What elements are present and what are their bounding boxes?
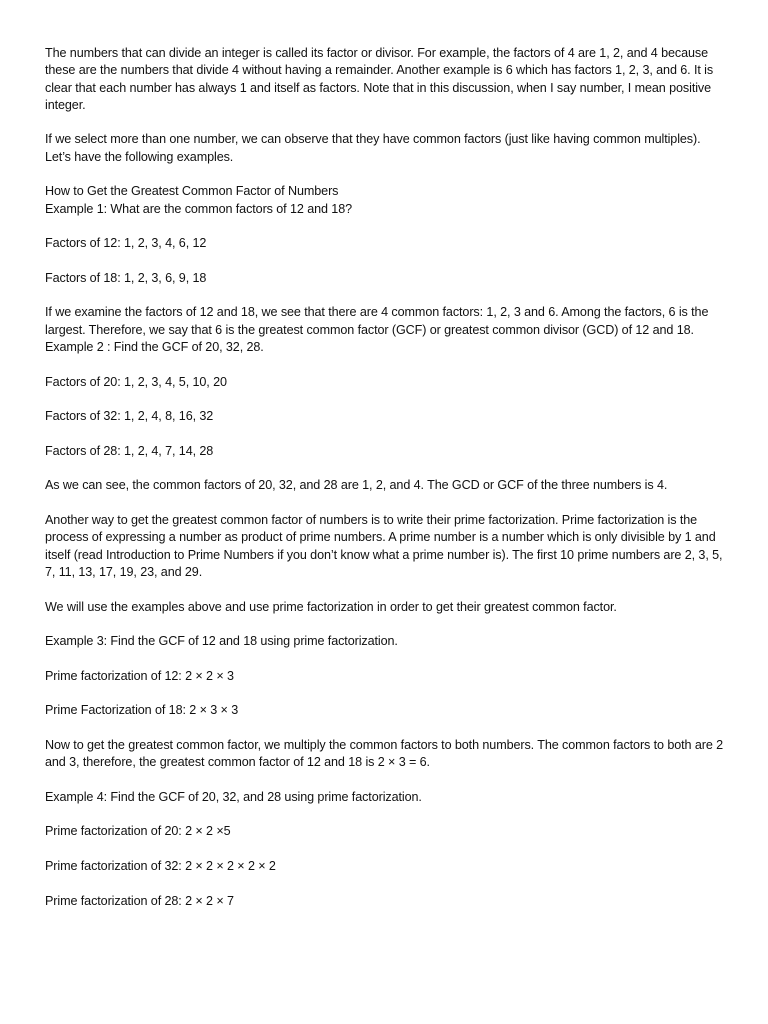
prime-factorization-of-28: Prime factorization of 28: 2 × 2 × 7 xyxy=(45,893,234,908)
example-1-explanation: If we examine the factors of 12 and 18, we see that there are 4 common factors: 1, 2, 3 and 6. Among the factors, 6 is the largest. Therefore, we say that 6 is the greatest common factor (GCF) or greatest common divisor (GCD) of 12 and 18. xyxy=(45,305,709,337)
factors-of-32: Factors of 32: 1, 2, 4, 8, 16, 32 xyxy=(45,409,214,424)
prime-factorization-paragraph: Another way to get the greatest common factor of numbers is to write their prime factorization. Prime factorization is the process of expressing a number as product of prime numbers. A prime number is a number which is only divisible by 1 and itself (read Introduction to Prime Numbers if you don’t know what a prime number is). The first 10 prime numbers are 2, 3, 5, 7, 11, 13, 17, 19, 23, and 29. xyxy=(45,513,723,579)
section-heading: How to Get the Greatest Common Factor of Numbers xyxy=(45,184,339,199)
prime-factorization-of-32: Prime factorization of 32: 2 × 2 × 2 × 2 × 2 xyxy=(45,858,276,873)
example-3-explanation: Now to get the greatest common factor, we multiply the common factors to both numbers. The common factors to both are 2 and 3, therefore, the greatest common factor of 12 and 18 is 2 × 3 = 6. xyxy=(45,737,724,770)
prime-factorization-of-18: Prime Factorization of 18: 2 × 3 × 3 xyxy=(45,703,239,718)
prime-factorization-of-20: Prime factorization of 20: 2 × 2 ×5 xyxy=(45,824,231,839)
document-page xyxy=(45,45,725,927)
example-2-heading: Example 2 : Find the GCF of 20, 32, 28. xyxy=(45,340,264,355)
example-4-heading: Example 4: Find the GCF of 20, 32, and 28 using prime factorization. xyxy=(45,789,422,804)
intro-paragraph: The numbers that can divide an integer is called its factor or divisor. For example, the factors of 4 are 1, 2, and 4 because these are the numbers that divide 4 without having a remainder. Another example is 6 which has factors 1, 2, 3, and 6. It is clear that each number has always 1 and itself as factors. Note that in this discussion, when I say number, I mean positive integer. xyxy=(45,46,714,112)
example-1-heading: Example 1: What are the common factors of 12 and 18? xyxy=(45,201,353,216)
factors-of-20: Factors of 20: 1, 2, 3, 4, 5, 10, 20 xyxy=(45,374,227,389)
factors-of-28: Factors of 28: 1, 2, 4, 7, 14, 28 xyxy=(45,443,214,458)
example-2-explanation: As we can see, the common factors of 20, 32, and 28 are 1, 2, and 4. The GCD or GCF of the three numbers is 4. xyxy=(45,478,668,493)
example-3-heading: Example 3: Find the GCF of 12 and 18 using prime factorization. xyxy=(45,634,398,649)
use-examples-paragraph: We will use the examples above and use prime factorization in order to get their greatest common factor. xyxy=(45,599,617,614)
factors-of-12: Factors of 12: 1, 2, 3, 4, 6, 12 xyxy=(45,236,207,251)
common-factors-paragraph: If we select more than one number, we can observe that they have common factors (just like having common multiples). Let’s have the following examples. xyxy=(45,132,701,164)
factors-of-18: Factors of 18: 1, 2, 3, 6, 9, 18 xyxy=(45,270,207,285)
prime-factorization-of-12: Prime factorization of 12: 2 × 2 × 3 xyxy=(45,668,234,683)
